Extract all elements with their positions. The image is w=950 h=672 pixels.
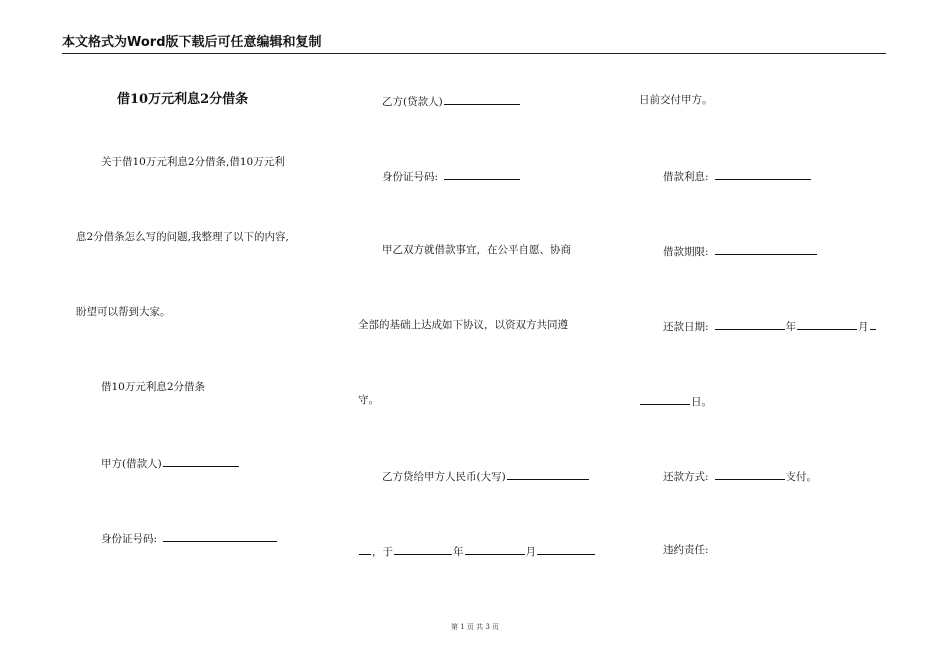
loan-month-label: 月	[525, 546, 536, 558]
agreement-line-3: 守。	[358, 394, 379, 406]
loan-year-blank	[394, 543, 452, 555]
agreement-line-1: 甲乙双方就借款事宜，在公平自愿、协商	[382, 244, 571, 256]
repay-day-blank	[640, 393, 690, 405]
id-a-blank	[163, 530, 277, 542]
interest-line	[663, 168, 812, 184]
page-footer: 第 1 页 共 3 页	[450, 623, 500, 631]
repay-year-label: 年	[785, 321, 797, 333]
loan-amount-label: 乙方贷给甲方人民币(大写)	[382, 471, 506, 483]
repay-date-line	[663, 318, 877, 334]
term-blank	[715, 243, 817, 255]
id-a-line	[101, 530, 278, 546]
interest-label: 借款利息:	[663, 171, 709, 183]
loan-year-label: 年	[453, 546, 464, 558]
party-a-blank	[163, 455, 239, 467]
intro-line-2: 息2分借条怎么写的问题,我整理了以下的内容,	[76, 231, 289, 243]
loan-amount-blank	[507, 468, 589, 480]
section-subtitle: 借10万元利息2分借条	[101, 381, 206, 393]
party-b-label: 乙方(贷款人)	[382, 96, 443, 108]
intro-line-3: 盼望可以帮到大家。	[76, 306, 171, 318]
repay-year-blank	[715, 318, 785, 330]
method-blank	[715, 468, 785, 480]
id-b-label: 身份证号码:	[382, 171, 439, 183]
page-header: 本文格式为Word版下载后可任意编辑和复制	[62, 35, 322, 50]
document-title: 借10万元利息2分借条	[117, 92, 249, 107]
interest-blank	[715, 168, 811, 180]
agreement-line-2: 全部的基础上达成如下协议，以资双方共同遵	[358, 319, 568, 331]
party-a-line	[101, 455, 240, 471]
id-a-label: 身份证号码:	[101, 533, 158, 545]
intro-line-1: 关于借10万元利息2分借条,借10万元利	[101, 156, 285, 168]
repay-date-label: 还款日期:	[663, 321, 709, 333]
id-b-line	[382, 168, 521, 184]
party-b-line	[382, 93, 521, 109]
repay-trail-blank	[870, 318, 876, 330]
loan-amount-line	[382, 468, 590, 484]
method-suffix: 支付。	[785, 471, 818, 483]
loan-date-line	[358, 543, 596, 559]
loan-lead-blank	[359, 543, 371, 555]
loan-date-prefix: ，于	[372, 546, 393, 558]
repay-day-label: 日。	[691, 396, 712, 408]
repay-month-label: 月	[858, 321, 869, 333]
term-line	[663, 243, 818, 259]
method-line	[663, 468, 817, 484]
method-label: 还款方式:	[663, 471, 709, 483]
repay-month-blank	[797, 318, 857, 330]
party-b-blank	[444, 93, 520, 105]
term-label: 借款期限:	[663, 246, 709, 258]
id-b-blank	[444, 168, 520, 180]
loan-month-blank	[465, 543, 525, 555]
deliver-line: 日前交付甲方。	[639, 94, 713, 106]
header-divider	[62, 53, 886, 54]
breach-line: 违约责任:	[663, 544, 709, 556]
repay-day-line	[639, 393, 712, 409]
loan-day-blank	[537, 543, 595, 555]
party-a-label: 甲方(借款人)	[101, 458, 162, 470]
